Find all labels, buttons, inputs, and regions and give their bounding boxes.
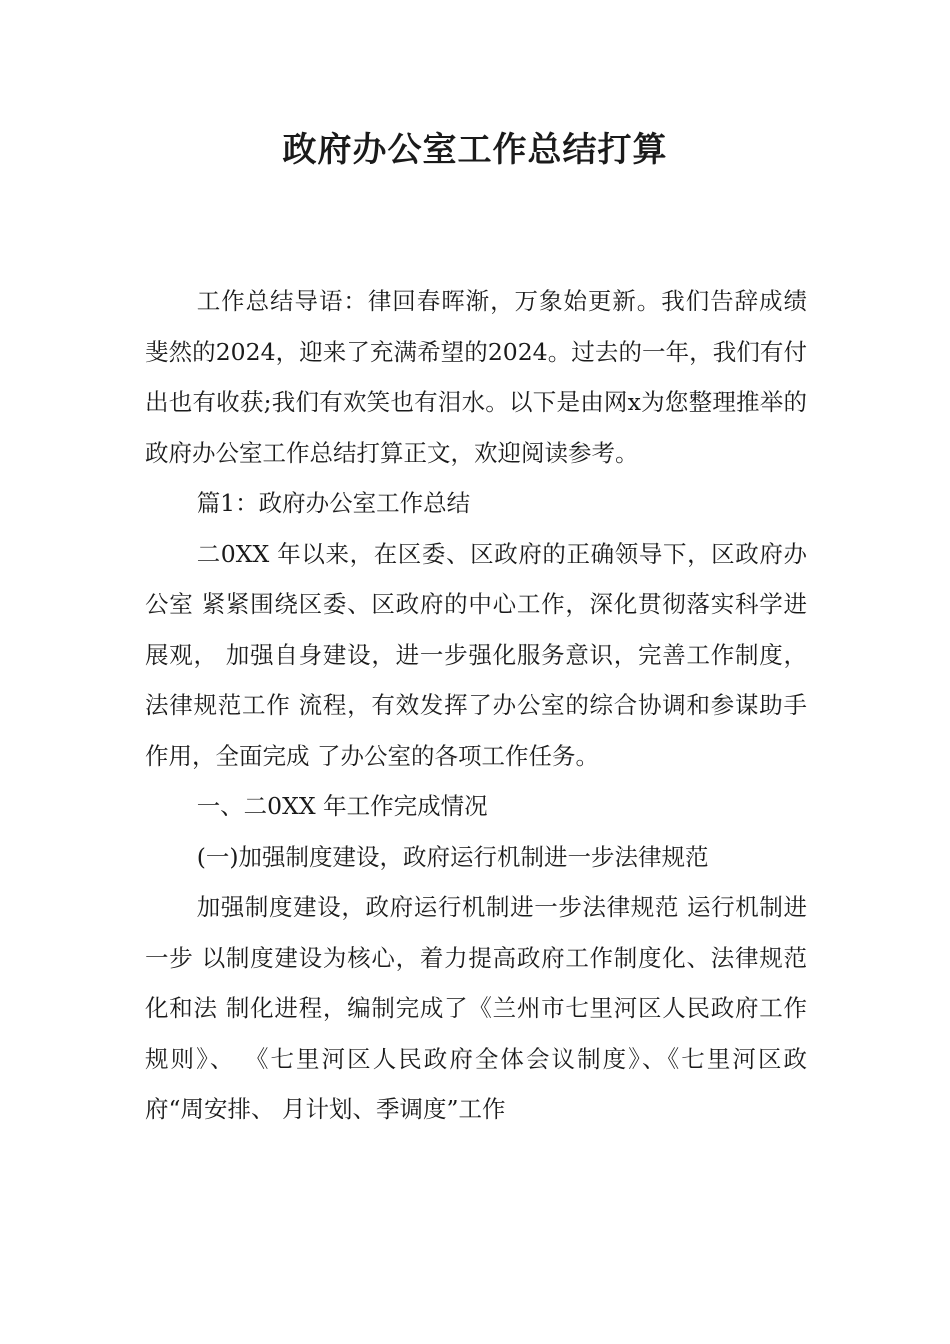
document-title: 政府办公室工作总结打算 <box>282 130 668 170</box>
paragraph-subheading-1: (一)加强制度建设，政府运行机制进一步法律规范 <box>196 842 709 871</box>
paragraph-overview: 二0XX 年以来，在区委、区政府的正确领导下，区政府办公室 紧紧围绕区委、区政府的中心工作，深化贯彻落实科学进展观， 加强自身建设，进一步强化服务意识，完善工作制度，法律规范工作 流程，有效发挥了办公室的综合协调和参谋助手作用，全面完成 了办公室的各项工作任务。 <box>145 539 807 770</box>
paragraph-heading-1: 一、二0XX 年工作完成情况 <box>196 792 488 820</box>
paragraph-intro: 工作总结导语：律回春晖渐，万象始更新。我们告辞成绩斐然的2024，迎来了充满希望的2024。过去的一年，我们有付出也有收获;我们有欢笑也有泪水。以下是由网x为您整理推举的政府办公室工作总结打算正文，欢迎阅读参考。 <box>145 287 807 467</box>
document-body <box>145 276 807 1135</box>
paragraph-system-building: 加强制度建设，政府运行机制进一步法律规范 运行机制进一步 以制度建设为核心，着力提高政府工作制度化、法律规范化和法 制化进程，编制完成了《兰州市七里河区人民政府工作规则》、 《七里河区人民政府全体会议制度》、《七里河区政府“周安排、 月计划、季调度”工作 <box>145 893 807 1123</box>
paragraph-section-heading: 篇1：政府办公室工作总结 <box>196 489 471 517</box>
